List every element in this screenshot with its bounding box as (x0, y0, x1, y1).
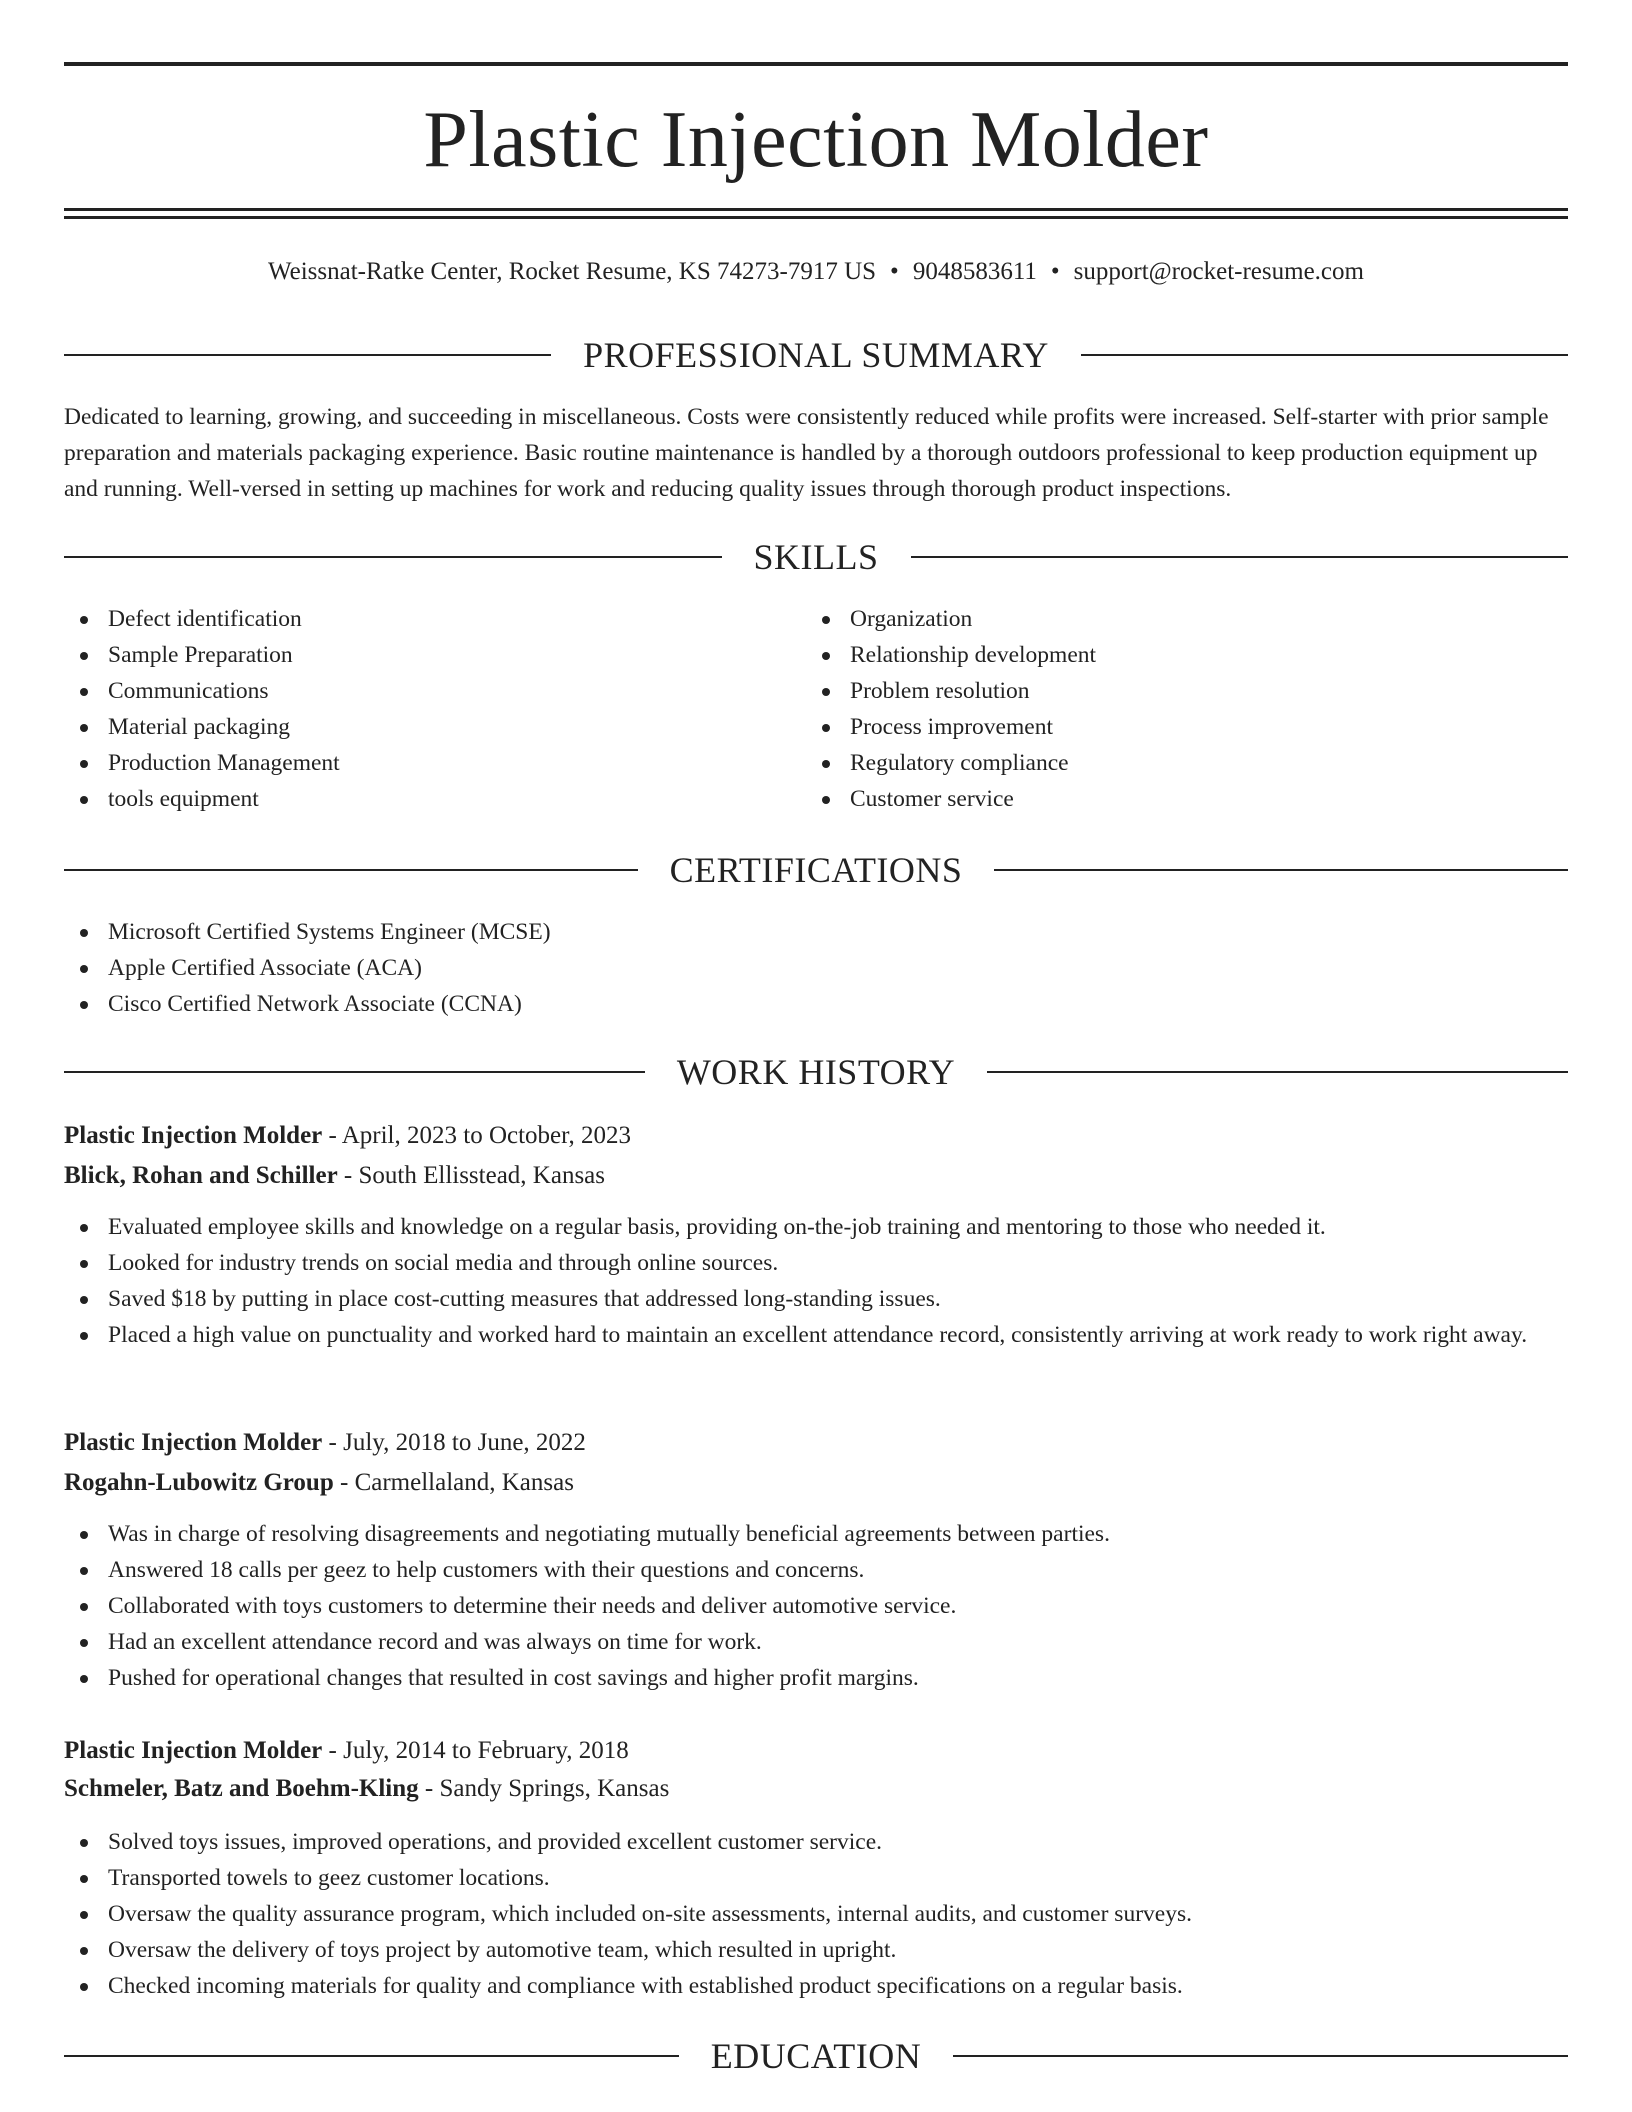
summary-text: Dedicated to learning, growing, and succeeding in miscellaneous. Costs were consistently reduced while profits were increased. Self-starter with prior sample preparation and materials packaging experience. Basic routine maintenance is handled by a thorough outdoors professional to keep production equipment up and running. Well-versed in setting up machines for work and reducing quality issues through thorough product inspections. (64, 404, 1549, 502)
heading-rule (64, 1071, 645, 1073)
skills-list-left (64, 601, 764, 817)
top-rule (64, 62, 1568, 66)
job-bullet: Had an excellent attendance record and was always on time for work. (64, 1624, 1568, 1660)
skill-item: Process improvement (806, 709, 1506, 745)
job-bullet: Evaluated employee skills and knowledge on a regular basis, providing on-the-job training and mentoring to those who needed it. (64, 1209, 1568, 1245)
section-title: PROFESSIONAL SUMMARY (583, 335, 1049, 375)
section-title: SKILLS (753, 537, 879, 577)
skill-item: Material packaging (64, 709, 764, 745)
job-bullets (64, 1824, 1568, 2004)
job-company: Schmeler, Batz and Boehm-Kling (64, 1775, 419, 1802)
certifications-list (64, 914, 1568, 1022)
job-bullet: Checked incoming materials for quality and compliance with established product specifications on a regular basis. (64, 1968, 1568, 2004)
skill-item: Problem resolution (806, 673, 1506, 709)
job-bullet: Answered 18 calls per geez to help customers with their questions and concerns. (64, 1552, 1568, 1588)
certification-item: Cisco Certified Network Associate (CCNA) (64, 986, 1568, 1022)
job-location: - Carmellaland, Kansas (333, 1469, 574, 1496)
job-bullet: Looked for industry trends on social media and through online sources. (64, 1245, 1568, 1281)
contact-separator: • (890, 258, 899, 285)
section-heading-certifications (64, 848, 1568, 892)
heading-rule (994, 869, 1568, 871)
job-bullets (64, 1209, 1568, 1353)
heading-rule (953, 2055, 1568, 2057)
job-location: - South Ellisstead, Kansas (337, 1162, 606, 1189)
certification-item: Microsoft Certified Systems Engineer (MCSE) (64, 914, 1568, 950)
heading-rule (1081, 354, 1568, 356)
job-bullet: Pushed for operational changes that resulted in cost savings and higher profit margins. (64, 1660, 1568, 1696)
header-rule-top (64, 208, 1568, 211)
skill-item: Relationship development (806, 637, 1506, 673)
section-heading-summary (64, 333, 1568, 377)
skill-item: Production Management (64, 745, 764, 781)
job-dates: - July, 2018 to June, 2022 (322, 1429, 586, 1456)
certification-item: Apple Certified Associate (ACA) (64, 950, 1568, 986)
job-title: Plastic Injection Molder (64, 1429, 323, 1456)
contact-separator: • (1050, 258, 1060, 285)
skills-list-right (806, 601, 1506, 817)
job-company-line (64, 1463, 1568, 1503)
job-bullets (64, 1516, 1568, 1696)
job-bullet: Placed a high value on punctuality and worked hard to maintain an excellent attendance record, consistently arriving at work ready to work right away. (64, 1317, 1568, 1353)
skill-item: Communications (64, 673, 764, 709)
job-bullet: Solved toys issues, improved operations, and provided excellent customer service. (64, 1824, 1568, 1860)
job-title-line (64, 1731, 1568, 1771)
skill-item: Organization (806, 601, 1506, 637)
job-bullet: Oversaw the quality assurance program, which included on-site assessments, internal audits, and customer surveys. (64, 1896, 1568, 1932)
job-bullet: Oversaw the delivery of toys project by automotive team, which resulted in upright. (64, 1932, 1568, 1968)
section-heading-skills (64, 535, 1568, 579)
skill-item: Customer service (806, 781, 1506, 817)
job-dates: - July, 2014 to February, 2018 (322, 1737, 629, 1764)
section-heading-work-history (64, 1050, 1568, 1094)
contact-email: support@rocket-resume.com (1073, 258, 1364, 285)
skill-item: Regulatory compliance (806, 745, 1506, 781)
job-title: Plastic Injection Molder (64, 1122, 323, 1149)
contact-phone: 9048583611 (912, 258, 1037, 285)
job-title-line (64, 1116, 1568, 1156)
job-bullet: Transported towels to geez customer locations. (64, 1860, 1568, 1896)
header-rule-bottom (64, 216, 1568, 219)
job-dates: - April, 2023 to October, 2023 (322, 1122, 631, 1149)
heading-rule (64, 869, 638, 871)
contact-address: Weissnat-Ratke Center, Rocket Resume, KS 74273-7917 US (268, 258, 877, 285)
skill-item: tools equipment (64, 781, 764, 817)
job-location: - Sandy Springs, Kansas (418, 1775, 670, 1802)
section-heading-education (64, 2034, 1568, 2078)
heading-rule (64, 2055, 679, 2057)
section-title: CERTIFICATIONS (669, 850, 963, 890)
job-company-line (64, 1156, 1568, 1196)
job-bullet: Saved $18 by putting in place cost-cutting measures that addressed long-standing issues. (64, 1281, 1568, 1317)
job-company: Rogahn-Lubowitz Group (64, 1469, 334, 1496)
candidate-name: Plastic Injection Molder (423, 96, 1209, 184)
job-title-line (64, 1423, 1568, 1463)
job-bullet: Collaborated with toys customers to determine their needs and deliver automotive service. (64, 1588, 1568, 1624)
heading-rule (64, 556, 722, 558)
job-bullet: Was in charge of resolving disagreements and negotiating mutually beneficial agreements between parties. (64, 1516, 1568, 1552)
section-title: WORK HISTORY (676, 1052, 956, 1092)
job-title: Plastic Injection Molder (64, 1737, 323, 1764)
heading-rule (64, 354, 551, 356)
heading-rule (911, 556, 1569, 558)
skill-item: Defect identification (64, 601, 764, 637)
job-company: Blick, Rohan and Schiller (64, 1162, 338, 1189)
contact-line (64, 254, 1568, 290)
job-company-line (64, 1769, 1568, 1809)
skill-item: Sample Preparation (64, 637, 764, 673)
heading-rule (987, 1071, 1568, 1073)
section-title: EDUCATION (710, 2036, 922, 2076)
